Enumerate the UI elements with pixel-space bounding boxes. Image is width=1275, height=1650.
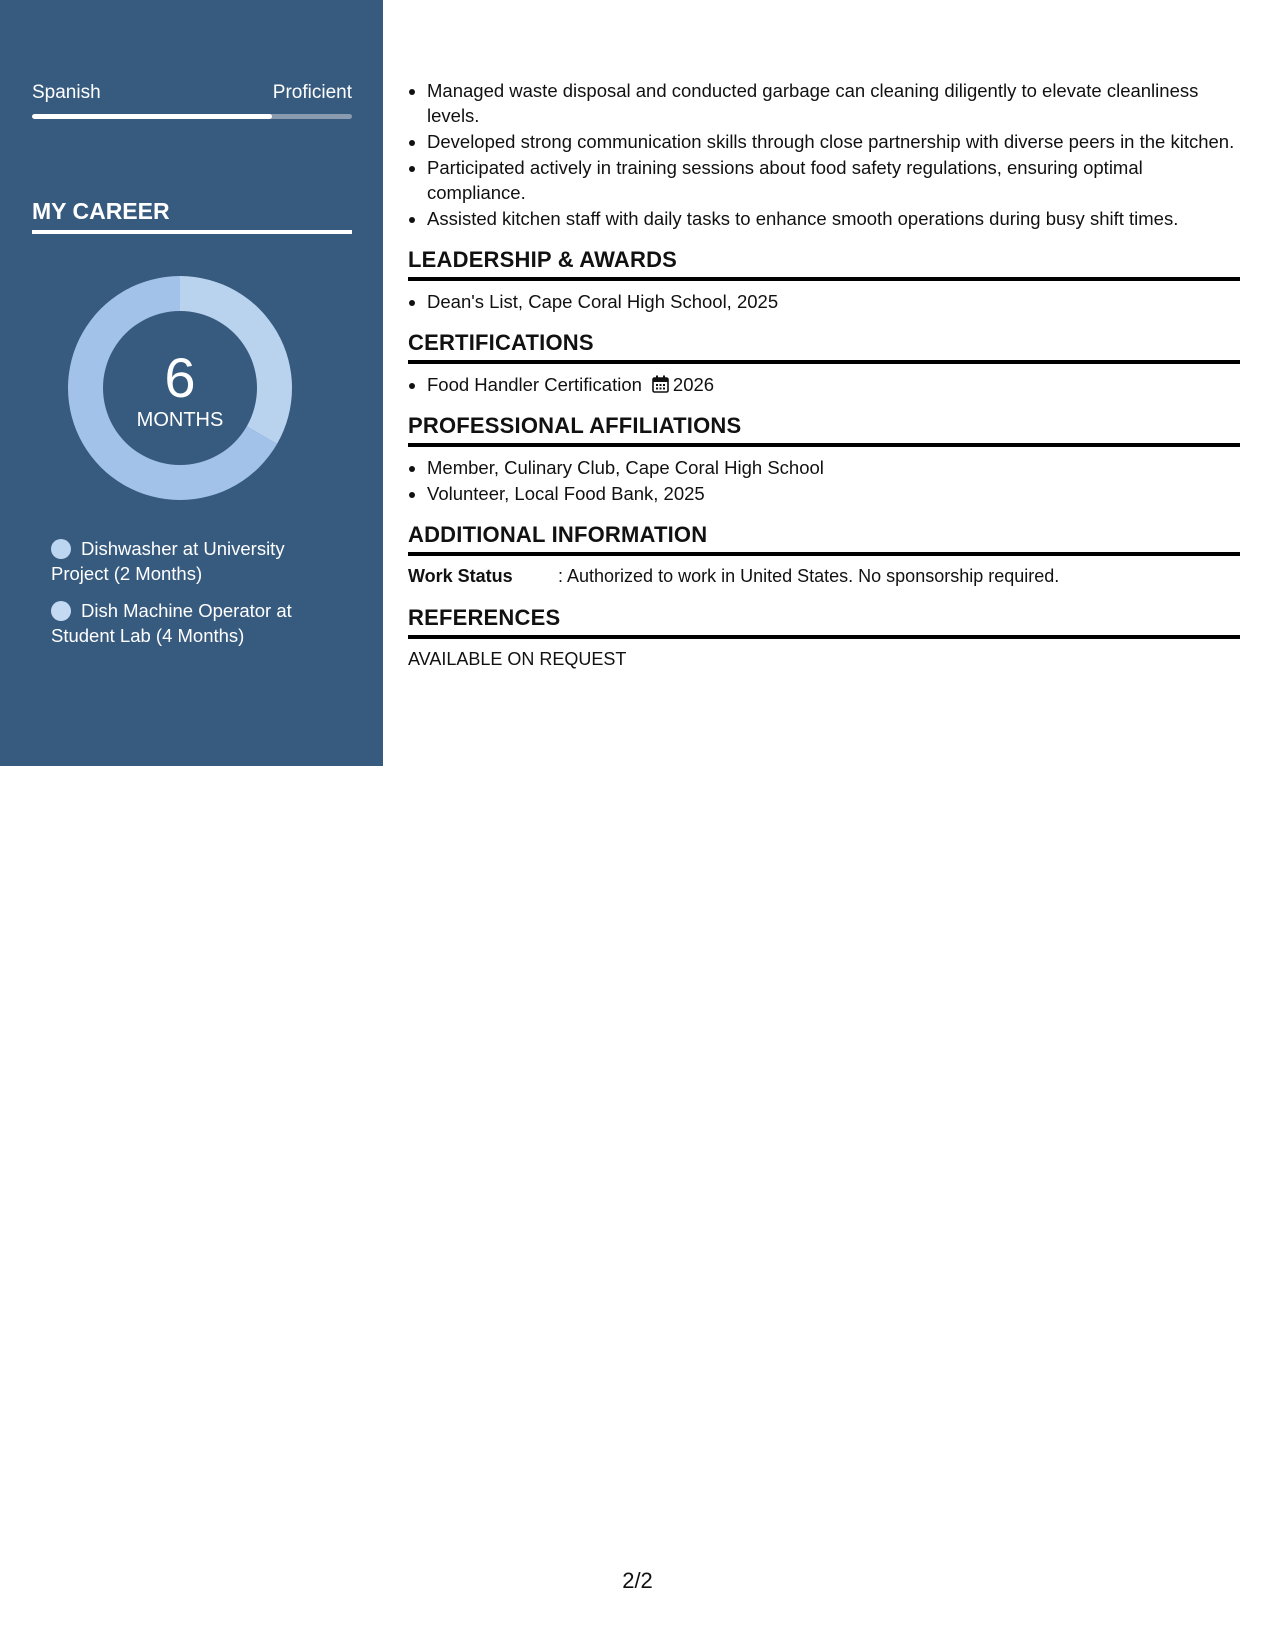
- donut-total-unit: MONTHS: [136, 409, 224, 431]
- career-legend-label: Dishwasher at University Project (2 Months): [51, 538, 285, 584]
- career-legend-item: [51, 598, 321, 648]
- career-legend-item: [51, 536, 321, 586]
- career-heading: MY CAREER: [32, 196, 352, 234]
- calendar-icon: [652, 375, 669, 393]
- leadership-title: LEADERSHIP & AWARDS: [408, 245, 1240, 281]
- affiliations-list: [408, 455, 1240, 506]
- references-text: AVAILABLE ON REQUEST: [408, 649, 627, 669]
- work-status-label: Work Status: [408, 566, 513, 586]
- donut-total-number: 6: [164, 346, 196, 409]
- career-legend: [51, 536, 321, 660]
- experience-bullets: [408, 78, 1240, 231]
- references-title: REFERENCES: [408, 603, 1240, 639]
- list-item: • Participated actively in training sessions about food safety regulations, ensuring optimal compliance.: [427, 155, 1240, 205]
- language-proficiency-bar: [32, 114, 352, 119]
- language-level: Proficient: [272, 82, 352, 103]
- language-row: [32, 82, 352, 104]
- work-status-row: [408, 564, 1240, 589]
- legend-dot-icon: [51, 601, 71, 621]
- list-item: • Dean's List, Cape Coral High School, 2025: [427, 289, 1240, 314]
- page-number: 2/2: [622, 1568, 653, 1593]
- list-item: • Managed waste disposal and conducted garbage can cleaning diligently to elevate cleanliness levels.: [427, 78, 1240, 128]
- career-legend-label: Dish Machine Operator at Student Lab (4 Months): [51, 600, 292, 646]
- certification-name: Food Handler Certification: [427, 374, 642, 395]
- list-item: • Member, Culinary Club, Cape Coral High School: [427, 455, 1240, 480]
- list-item: • Volunteer, Local Food Bank, 2025: [427, 481, 1240, 506]
- list-item: [427, 372, 1240, 397]
- legend-dot-icon: [51, 539, 71, 559]
- list-item: • Developed strong communication skills through close partnership with diverse peers in the kitchen.: [427, 129, 1240, 154]
- certifications-title: CERTIFICATIONS: [408, 328, 1240, 364]
- certifications-list: [408, 372, 1240, 397]
- career-donut-chart: [67, 275, 293, 501]
- language-name: Spanish: [32, 82, 101, 103]
- main-content: [408, 78, 1240, 672]
- list-item: • Assisted kitchen staff with daily tasks to enhance smooth operations during busy shift times.: [427, 206, 1240, 231]
- additional-info-title: ADDITIONAL INFORMATION: [408, 520, 1240, 556]
- donut-center: [67, 275, 293, 501]
- language-proficiency-fill: [32, 114, 272, 119]
- certification-year: 2026: [672, 374, 715, 395]
- leadership-list: [408, 289, 1240, 314]
- affiliations-title: PROFESSIONAL AFFILIATIONS: [408, 411, 1240, 447]
- sidebar: [0, 0, 383, 766]
- work-status-value: : Authorized to work in United States. No sponsorship required.: [558, 566, 1060, 586]
